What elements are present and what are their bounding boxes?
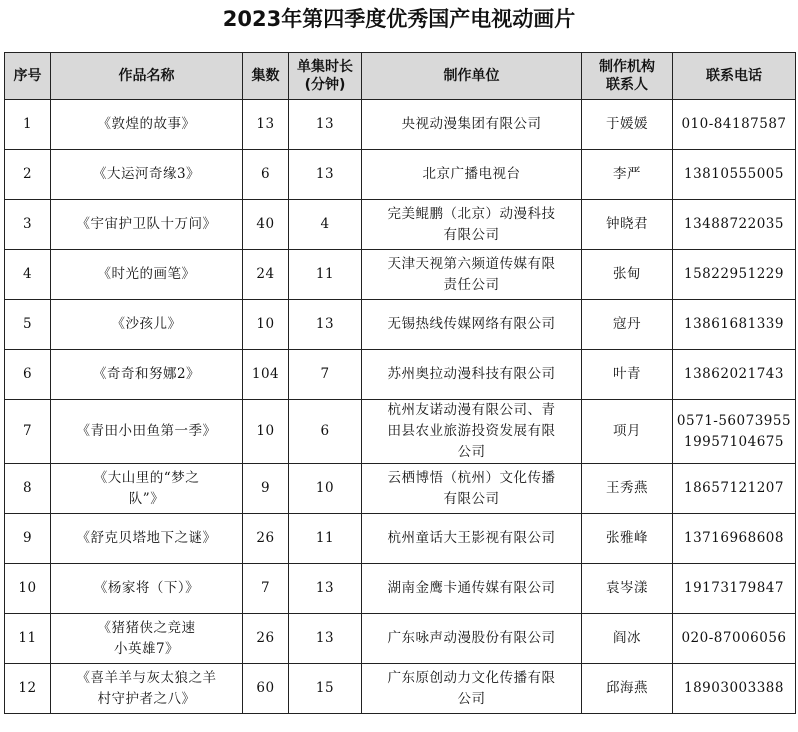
cell-company bbox=[362, 100, 582, 150]
header-contact bbox=[582, 53, 673, 100]
header-name: 作品名称 bbox=[51, 53, 243, 100]
cell-episodes: 13 bbox=[243, 100, 289, 150]
table-row bbox=[5, 514, 796, 564]
cell-contact: 袁岑漾 bbox=[582, 564, 673, 614]
cell-company-line: 云栖博悟（杭州）文化传播 bbox=[387, 469, 556, 486]
table-row bbox=[5, 350, 796, 400]
table-row bbox=[5, 250, 796, 300]
table-row bbox=[5, 614, 796, 664]
cell-seq: 2 bbox=[5, 150, 51, 200]
cell-name bbox=[51, 300, 243, 350]
cell-company bbox=[362, 250, 582, 300]
cell-name-line: 《敦煌的故事》 bbox=[97, 116, 196, 132]
cell-phone-line: 020-87006056 bbox=[681, 630, 787, 646]
cell-seq: 8 bbox=[5, 464, 51, 514]
cell-episodes: 26 bbox=[243, 614, 289, 664]
cell-company-line: 广东咏声动漫股份有限公司 bbox=[387, 630, 556, 646]
cell-duration: 13 bbox=[289, 100, 362, 150]
cell-seq: 4 bbox=[5, 250, 51, 300]
cell-company-line: 央视动漫集团有限公司 bbox=[401, 116, 542, 132]
cell-phone-line: 0571-56073955 bbox=[676, 412, 792, 429]
cell-phone bbox=[673, 250, 796, 300]
header-row bbox=[5, 53, 796, 100]
cell-company bbox=[362, 664, 582, 714]
cell-name bbox=[51, 150, 243, 200]
cell-company-line: 公司 bbox=[457, 690, 486, 707]
cell-duration: 13 bbox=[289, 564, 362, 614]
cell-phone-line: 13488722035 bbox=[684, 216, 784, 232]
cell-contact: 项月 bbox=[582, 400, 673, 464]
cell-episodes: 60 bbox=[243, 664, 289, 714]
cell-company bbox=[362, 614, 582, 664]
cell-phone-line: 13810555005 bbox=[684, 166, 784, 182]
cell-name-line: 《宇宙护卫队十万问》 bbox=[76, 216, 217, 232]
cell-company-line: 责任公司 bbox=[443, 276, 500, 293]
cell-name-line: 《奇奇和努娜2》 bbox=[92, 366, 201, 382]
cell-name bbox=[51, 464, 243, 514]
table-row bbox=[5, 564, 796, 614]
cell-phone-line: 15822951229 bbox=[684, 266, 784, 282]
cell-contact: 于媛媛 bbox=[582, 100, 673, 150]
cell-company bbox=[362, 400, 582, 464]
cell-seq: 1 bbox=[5, 100, 51, 150]
cell-seq: 6 bbox=[5, 350, 51, 400]
cell-name bbox=[51, 664, 243, 714]
cell-company-line: 广东原创动力文化传播有限 bbox=[387, 669, 556, 686]
cell-seq: 10 bbox=[5, 564, 51, 614]
cell-phone bbox=[673, 564, 796, 614]
cell-company-line: 北京广播电视台 bbox=[422, 166, 521, 182]
page-title: 2023年第四季度优秀国产电视动画片 bbox=[222, 7, 576, 31]
cell-duration: 6 bbox=[289, 400, 362, 464]
cell-company-line: 有限公司 bbox=[443, 490, 500, 507]
cell-company-line: 公司 bbox=[457, 444, 486, 460]
table-row bbox=[5, 300, 796, 350]
header-contact-line2: 联系人 bbox=[606, 77, 648, 93]
header-phone: 联系电话 bbox=[673, 53, 796, 100]
cell-name-line: 《舒克贝塔地下之谜》 bbox=[76, 530, 217, 546]
header-duration-line2: (分钟) bbox=[304, 77, 346, 93]
header-seq: 序号 bbox=[5, 53, 51, 100]
cell-name-line: 《猪猪侠之竞速 bbox=[97, 619, 196, 636]
cell-episodes: 6 bbox=[243, 150, 289, 200]
cell-company bbox=[362, 200, 582, 250]
cell-name bbox=[51, 250, 243, 300]
cell-contact: 邱海燕 bbox=[582, 664, 673, 714]
cell-phone bbox=[673, 100, 796, 150]
cell-company-line: 杭州友诺动漫有限公司、青 bbox=[387, 402, 556, 418]
cell-episodes: 9 bbox=[243, 464, 289, 514]
cell-contact: 钟晓君 bbox=[582, 200, 673, 250]
table-row bbox=[5, 664, 796, 714]
cell-duration: 13 bbox=[289, 150, 362, 200]
cell-name bbox=[51, 100, 243, 150]
cell-phone-line: 13862021743 bbox=[684, 366, 784, 382]
cell-duration: 4 bbox=[289, 200, 362, 250]
cell-company-line: 完美鲲鹏（北京）动漫科技 bbox=[387, 205, 556, 222]
cell-phone-line: 19957104675 bbox=[684, 433, 784, 450]
cell-contact: 叶青 bbox=[582, 350, 673, 400]
cell-duration: 11 bbox=[289, 514, 362, 564]
cell-phone-line: 19173179847 bbox=[684, 580, 784, 596]
cell-duration: 7 bbox=[289, 350, 362, 400]
cell-name bbox=[51, 614, 243, 664]
cell-company bbox=[362, 464, 582, 514]
cell-episodes: 26 bbox=[243, 514, 289, 564]
cell-phone bbox=[673, 464, 796, 514]
cell-name-line: 《时光的画笔》 bbox=[97, 266, 196, 282]
cell-company-line: 天津天视第六频道传媒有限 bbox=[387, 255, 556, 272]
cell-episodes: 10 bbox=[243, 400, 289, 464]
cell-seq: 5 bbox=[5, 300, 51, 350]
cell-seq: 12 bbox=[5, 664, 51, 714]
header-contact-line1: 制作机构 bbox=[599, 59, 655, 75]
header-episodes: 集数 bbox=[243, 53, 289, 100]
cell-company-line: 杭州童话大王影视有限公司 bbox=[387, 530, 556, 546]
cell-duration: 13 bbox=[289, 614, 362, 664]
header-company: 制作单位 bbox=[362, 53, 582, 100]
cell-phone bbox=[673, 664, 796, 714]
cell-episodes: 24 bbox=[243, 250, 289, 300]
cell-company-line: 苏州奥拉动漫科技有限公司 bbox=[387, 366, 556, 382]
cell-name bbox=[51, 514, 243, 564]
cell-phone bbox=[673, 514, 796, 564]
cell-phone-line: 18903003388 bbox=[684, 680, 784, 696]
cell-name bbox=[51, 564, 243, 614]
cell-company-line: 有限公司 bbox=[443, 226, 500, 243]
cell-episodes: 104 bbox=[243, 350, 289, 400]
cell-phone-line: 13716968608 bbox=[684, 530, 784, 546]
cell-name bbox=[51, 400, 243, 464]
cell-name-line: 《杨家将（下）》 bbox=[93, 580, 200, 596]
cell-contact: 阎冰 bbox=[582, 614, 673, 664]
cell-phone bbox=[673, 614, 796, 664]
cell-contact: 张雅峰 bbox=[582, 514, 673, 564]
cell-seq: 3 bbox=[5, 200, 51, 250]
cell-phone bbox=[673, 350, 796, 400]
cell-contact: 李严 bbox=[582, 150, 673, 200]
cell-company-line: 湖南金鹰卡通传媒有限公司 bbox=[387, 580, 556, 596]
table-row bbox=[5, 400, 796, 464]
cell-company bbox=[362, 564, 582, 614]
table-row bbox=[5, 100, 796, 150]
cell-phone bbox=[673, 150, 796, 200]
cell-seq: 11 bbox=[5, 614, 51, 664]
cell-name-line: 村守护者之八》 bbox=[97, 690, 196, 707]
cell-contact: 寇丹 bbox=[582, 300, 673, 350]
cell-name-line: 《喜羊羊与灰太狼之羊 bbox=[76, 669, 217, 686]
cell-name-line: 《大运河奇缘3》 bbox=[92, 166, 201, 182]
table-row bbox=[5, 464, 796, 514]
cell-company bbox=[362, 350, 582, 400]
cell-phone bbox=[673, 200, 796, 250]
cell-seq: 9 bbox=[5, 514, 51, 564]
cell-phone-line: 18657121207 bbox=[684, 480, 784, 496]
cell-phone bbox=[673, 300, 796, 350]
cell-phone-line: 13861681339 bbox=[684, 316, 784, 332]
cell-company bbox=[362, 150, 582, 200]
cell-duration: 15 bbox=[289, 664, 362, 714]
animation-table bbox=[4, 52, 796, 714]
cell-contact: 王秀燕 bbox=[582, 464, 673, 514]
cell-name bbox=[51, 350, 243, 400]
cell-name-line: 小英雄7》 bbox=[113, 640, 180, 657]
cell-duration: 13 bbox=[289, 300, 362, 350]
cell-name-line: 《青田小田鱼第一季》 bbox=[76, 423, 217, 439]
cell-episodes: 7 bbox=[243, 564, 289, 614]
cell-company-line: 田县农业旅游投资发展有限 bbox=[387, 423, 556, 439]
cell-company bbox=[362, 300, 582, 350]
cell-company bbox=[362, 514, 582, 564]
cell-duration: 10 bbox=[289, 464, 362, 514]
cell-episodes: 10 bbox=[243, 300, 289, 350]
header-duration bbox=[289, 53, 362, 100]
cell-name bbox=[51, 200, 243, 250]
cell-contact: 张甸 bbox=[582, 250, 673, 300]
cell-name-line: 队”》 bbox=[128, 490, 165, 507]
cell-name-line: 《沙孩儿》 bbox=[111, 316, 182, 332]
cell-phone bbox=[673, 400, 796, 464]
table-row bbox=[5, 200, 796, 250]
cell-phone-line: 010-84187587 bbox=[681, 116, 787, 132]
cell-seq: 7 bbox=[5, 400, 51, 464]
cell-episodes: 40 bbox=[243, 200, 289, 250]
cell-name-line: 《大山里的“梦之 bbox=[93, 469, 200, 486]
cell-company-line: 无锡热线传媒网络有限公司 bbox=[387, 316, 556, 332]
cell-duration: 11 bbox=[289, 250, 362, 300]
header-duration-line1: 单集时长 bbox=[297, 59, 353, 75]
table-row bbox=[5, 150, 796, 200]
